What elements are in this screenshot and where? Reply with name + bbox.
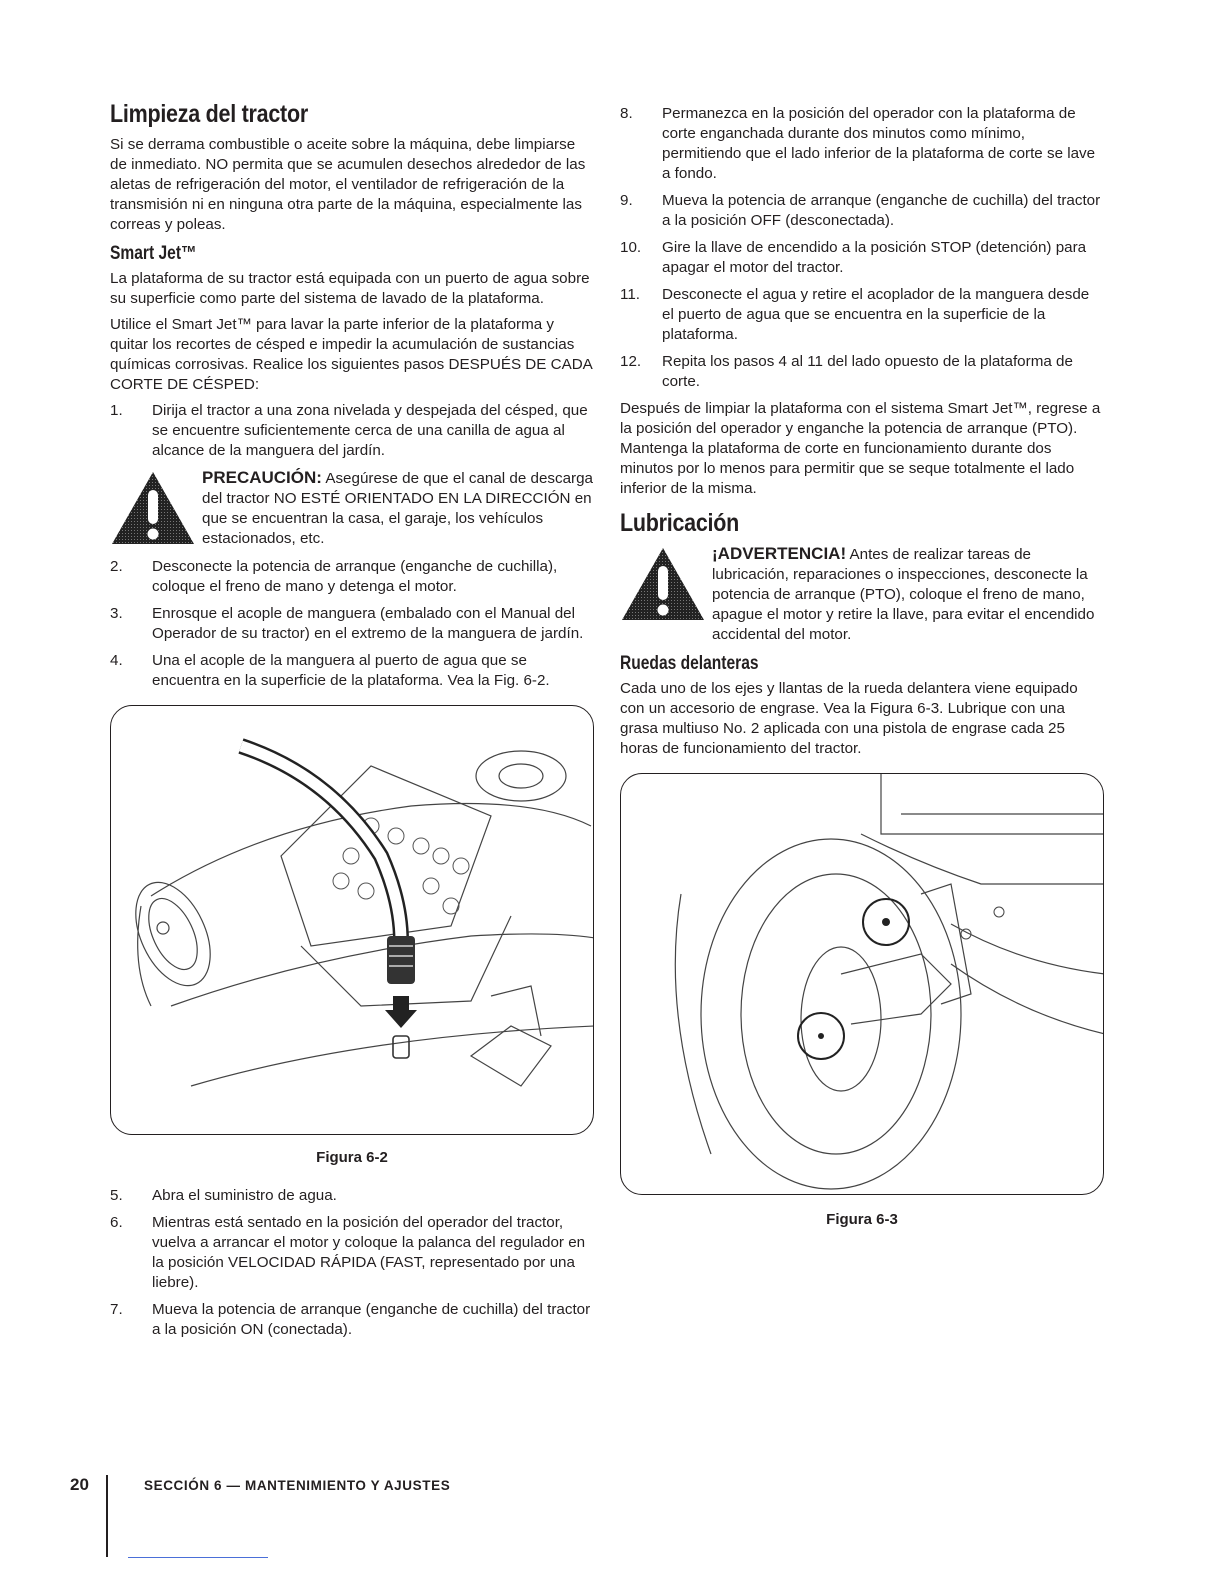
page-footer: [70, 1475, 870, 1515]
step-text: Desconecte el agua y retire el acoplador de la manguera desde el puerto de agua que se encuentra en la superficie de la plataforma.: [662, 286, 1090, 343]
paragraph-cleaning: Si se derrama combustible o aceite sobre la máquina, debe limpiarse de inmediato. NO permita que se acumulen desechos alrededor de las aletas de refrigeración del motor, el ventilador de refrigeración de la transmisión ni en ninguna otra parte de la máquina, especialmente las correas y poleas.: [110, 136, 586, 233]
section-title: SECCIÓN 6 — MANTENIMIENTO Y AJUSTES: [144, 1478, 451, 1493]
warning-label: ¡ADVERTENCIA!: [712, 544, 847, 563]
figure-6-2-caption: Figura 6-2: [316, 1149, 388, 1166]
step-number: 5.: [110, 1187, 123, 1204]
step-number: 6.: [110, 1214, 123, 1231]
figure-6-3-caption: Figura 6-3: [826, 1211, 898, 1228]
paragraph-smartjet-2: Utilice el Smart Jet™ para lavar la parte inferior de la plataforma y quitar los recortes de césped e impedir la acumulación de sustancias químicas corrosivas. Realice los siguientes pasos DESPUÉS DE CADA CORTE DE CÉSPED:: [110, 316, 592, 393]
caution-block: [110, 468, 594, 551]
step-text: Mueva la potencia de arranque (enganche de cuchilla) del tractor a la posición OFF (desconectada).: [662, 192, 1101, 229]
page-number: 20: [70, 1475, 89, 1494]
step-text: Gire la llave de encendido a la posición STOP (detención) para apagar el motor del tractor.: [662, 239, 1087, 276]
heading-smartjet: Smart Jet™: [110, 243, 197, 264]
step-text: Mueva la potencia de arranque (enganche de cuchilla) del tractor a la posición ON (conectada).: [152, 1301, 591, 1338]
right-column: [620, 104, 1104, 1228]
wheel-illustration: [621, 774, 1104, 1194]
warning-icon: [620, 544, 712, 645]
step-6: [110, 1213, 594, 1293]
caution-icon: [110, 468, 202, 551]
step-number: 2.: [110, 558, 123, 575]
figure-6-2: [110, 705, 594, 1135]
step-1: [110, 401, 594, 461]
step-number: 12.: [620, 353, 642, 370]
step-text: Abra el suministro de agua.: [152, 1187, 337, 1204]
step-number: 4.: [110, 652, 123, 669]
step-2: [110, 557, 594, 597]
step-text: Dirija el tractor a una zona nivelada y despejada del césped, que se encuentre suficientemente cerca de una canilla de agua al alcance de la manguera del jardín.: [152, 402, 588, 459]
step-text: Repita los pasos 4 al 11 del lado opuesto de la plataforma de corte.: [662, 353, 1073, 390]
footer-divider: [106, 1475, 108, 1557]
step-text: Desconecte la potencia de arranque (enganche de cuchilla), coloque el freno de mano y detenga el motor.: [152, 558, 558, 595]
deck-illustration: [111, 706, 594, 1134]
heading-lubrication: Lubricación: [620, 509, 740, 537]
warning-block: [620, 544, 1104, 645]
step-number: 10.: [620, 239, 642, 256]
step-number: 11.: [620, 286, 640, 303]
step-9: [620, 191, 1104, 231]
step-7: [110, 1300, 594, 1340]
bottom-rule: [128, 1557, 268, 1558]
caution-label: PRECAUCIÓN:: [202, 468, 322, 487]
step-number: 7.: [110, 1301, 123, 1318]
step-8: [620, 104, 1104, 184]
paragraph-front-wheels: Cada uno de los ejes y llantas de la rueda delantera viene equipado con un accesorio de engrase. Vea la Figura 6-3. Lubrique con una grasa multiuso No. 2 aplicada con una pistola de engrase cada 25 horas de funcionamiento del tractor.: [620, 680, 1078, 757]
paragraph-after-cleaning: Después de limpiar la plataforma con el sistema Smart Jet™, regrese a la posición del operador y enganche la potencia de arranque (PTO). Mantenga la plataforma de corte en funcionamiento durante dos minutos por lo menos para permitir que se seque totalmente el lado inferior de la misma.: [620, 400, 1101, 497]
heading-front-wheels: Ruedas delanteras: [620, 653, 759, 674]
step-number: 8.: [620, 105, 633, 122]
step-text: Mientras está sentado en la posición del operador del tractor, vuelva a arrancar el motor y coloque la palanca del regulador en la posición VELOCIDAD RÁPIDA (FAST, representado por una liebre).: [152, 1214, 586, 1291]
step-4: [110, 651, 594, 691]
step-number: 1.: [110, 402, 123, 419]
step-10: [620, 238, 1104, 278]
warning-text: Antes de realizar tareas de lubricación, reparaciones o inspecciones, desconecte la potencia de arranque (PTO), coloque el freno de mano, apague el motor y retire la llave, para evitar el encendido accidental del motor.: [712, 546, 1095, 643]
paragraph-smartjet-1: La plataforma de su tractor está equipada con un puerto de agua sobre su superficie como parte del sistema de lavado de la plataforma.: [110, 270, 590, 307]
step-11: [620, 285, 1104, 345]
step-text: Permanezca en la posición del operador con la plataforma de corte enganchada durante dos minutos como mínimo, permitiendo que el lado inferior de la plataforma de corte se lave a fondo.: [662, 105, 1096, 182]
heading-cleaning: Limpieza del tractor: [110, 100, 308, 128]
step-3: [110, 604, 594, 644]
step-number: 9.: [620, 192, 633, 209]
step-5: [110, 1186, 594, 1206]
step-text: Una el acople de la manguera al puerto de agua que se encuentra en la superficie de la plataforma. Vea la Fig. 6-2.: [152, 652, 550, 689]
step-12: [620, 352, 1104, 392]
caution-text: Asegúrese de que el canal de descarga del tractor NO ESTÉ ORIENTADO EN LA DIRECCIÓN en que se encuentran la casa, el garaje, los vehículos estacionados, etc.: [202, 470, 593, 547]
figure-6-3: [620, 773, 1104, 1195]
step-number: 3.: [110, 605, 123, 622]
left-column: [110, 100, 594, 1347]
step-text: Enrosque el acople de manguera (embalado con el Manual del Operador de su tractor) en el extremo de la manguera de jardín.: [152, 605, 584, 642]
